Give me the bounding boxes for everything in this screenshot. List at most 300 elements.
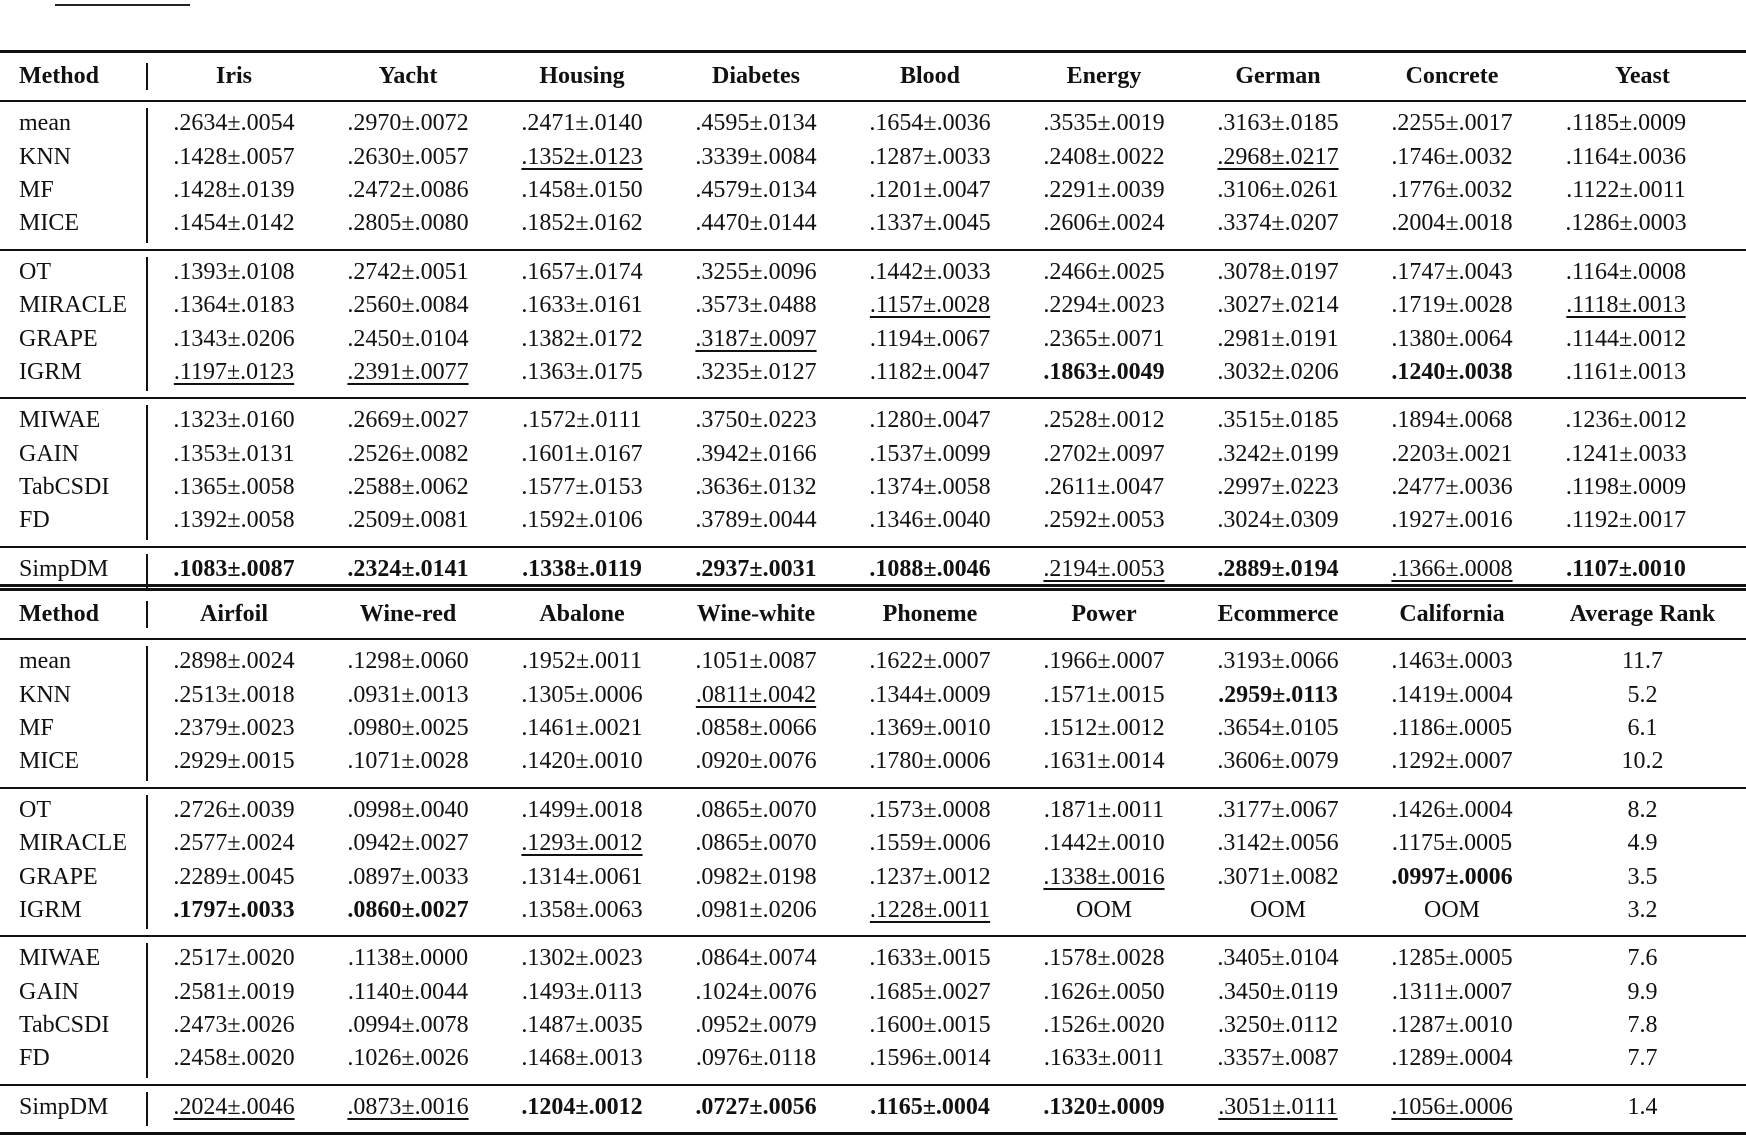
value-cell [843, 864, 1017, 891]
cell-value: .3405±.0104 [1217, 945, 1339, 972]
cell-value: .2450±.0104 [347, 325, 469, 352]
method-name: IGRM [19, 358, 82, 385]
method-name: MICE [19, 748, 79, 775]
cell-value: .4579±.0134 [695, 176, 817, 203]
cell-value: OOM [1249, 896, 1306, 923]
value-cell [147, 556, 321, 583]
method-name: SimpDM [19, 1093, 109, 1120]
value-cell [1017, 407, 1191, 434]
value-cell [1365, 359, 1539, 386]
cell-value: .1346±.0040 [869, 507, 991, 534]
value-cell [1539, 110, 1713, 137]
value-cell [843, 556, 1017, 583]
cell-value: .3242±.0199 [1217, 440, 1339, 467]
value-cell [147, 441, 321, 468]
value-cell [495, 359, 669, 386]
cell-value: .2560±.0084 [347, 292, 469, 319]
cell-value: .1157±.0028 [869, 292, 991, 319]
cell-value: .4470±.0144 [695, 210, 817, 237]
value-cell [669, 441, 843, 468]
value-cell [1017, 648, 1191, 675]
cell-value: .1654±.0036 [869, 110, 991, 137]
column-header: Housing [539, 63, 625, 89]
cell-value: .3051±.0111 [1218, 1093, 1338, 1120]
cell-value: .1458±.0150 [521, 176, 643, 203]
cell-value: .1601±.0167 [521, 440, 643, 467]
value-cell [1017, 474, 1191, 501]
value-cell [495, 830, 669, 857]
cell-value: .1293±.0012 [521, 830, 643, 857]
cell-value: .1182±.0047 [869, 358, 991, 385]
value-cell [1017, 748, 1191, 775]
cell-value: .2408±.0022 [1043, 143, 1165, 170]
table-row [0, 860, 1746, 893]
cell-value: .3193±.0066 [1217, 648, 1339, 675]
value-cell [1539, 1094, 1746, 1121]
value-cell [147, 830, 321, 857]
method-group [0, 251, 1746, 400]
table-row [0, 827, 1746, 860]
value-cell [1365, 945, 1539, 972]
method-name: GRAPE [19, 863, 98, 890]
cell-value: .2669±.0027 [347, 407, 469, 434]
header-row [0, 591, 1746, 640]
cell-value: .1138±.0000 [347, 945, 469, 972]
value-cell [495, 441, 669, 468]
value-cell [1017, 210, 1191, 237]
value-cell [1017, 556, 1191, 583]
cell-value: .3024±.0309 [1217, 507, 1339, 534]
table-row [0, 356, 1746, 389]
cell-value: .1201±.0047 [869, 176, 991, 203]
method-name: MIRACLE [19, 830, 127, 857]
value-cell [1365, 507, 1539, 534]
value-cell [669, 259, 843, 286]
value-cell [1365, 474, 1539, 501]
cell-value: .1302±.0023 [521, 945, 643, 972]
value-cell [1017, 1012, 1191, 1039]
value-cell [1191, 326, 1365, 353]
cell-value: .0982±.0198 [695, 863, 817, 890]
value-cell [147, 1012, 321, 1039]
value-cell [1539, 507, 1713, 534]
value-cell [669, 1094, 843, 1121]
cell-value: .1463±.0003 [1391, 648, 1513, 675]
table-row [0, 645, 1746, 678]
column-divider [146, 943, 148, 1078]
cell-value: .0865±.0070 [695, 830, 817, 857]
column-header: Diabetes [712, 63, 800, 89]
cell-value: .3535±.0019 [1043, 110, 1165, 137]
results-table-bottom [0, 588, 1746, 1135]
cell-value: .1863±.0049 [1043, 358, 1165, 385]
method-name: SimpDM [19, 555, 109, 582]
cell-value: .0994±.0078 [347, 1012, 469, 1039]
cell-value: .1088±.0046 [869, 555, 991, 582]
value-cell [1017, 864, 1191, 891]
cell-value: .0997±.0006 [1391, 863, 1513, 890]
method-name: MF [19, 176, 54, 203]
value-cell [669, 797, 843, 824]
value-cell [1365, 110, 1539, 137]
value-cell [1539, 407, 1713, 434]
value-cell [1017, 797, 1191, 824]
cell-value: .0920±.0076 [695, 748, 817, 775]
column-header: Power [1071, 601, 1137, 627]
cell-value: .1140±.0044 [347, 978, 469, 1005]
cell-value: 8.2 [1627, 796, 1658, 823]
value-cell [1365, 441, 1539, 468]
value-cell [495, 144, 669, 171]
double-rule [0, 584, 1746, 587]
table-row [0, 745, 1746, 778]
value-cell [1017, 897, 1191, 924]
value-cell [1365, 177, 1539, 204]
cell-value: .2581±.0019 [173, 978, 295, 1005]
value-cell [1017, 945, 1191, 972]
cell-value: .2997±.0223 [1217, 474, 1339, 501]
value-cell [843, 210, 1017, 237]
value-cell [321, 830, 495, 857]
cell-value: .1228±.0011 [869, 896, 991, 923]
cell-value: .1631±.0014 [1043, 748, 1165, 775]
value-cell [843, 177, 1017, 204]
method-name: IGRM [19, 896, 82, 923]
cell-value: .1185±.0009 [1565, 110, 1687, 137]
cell-value: .2702±.0097 [1043, 440, 1165, 467]
value-cell [1191, 797, 1365, 824]
cell-value: .2473±.0026 [173, 1012, 295, 1039]
table-row [0, 504, 1746, 537]
value-cell [147, 797, 321, 824]
value-cell [495, 210, 669, 237]
cell-value: .1571±.0015 [1043, 681, 1165, 708]
value-cell [147, 864, 321, 891]
cell-value: .1746±.0032 [1391, 143, 1513, 170]
cell-value: 11.7 [1621, 648, 1664, 675]
cell-value: .1305±.0006 [521, 681, 643, 708]
value-cell [321, 441, 495, 468]
value-cell [1365, 864, 1539, 891]
value-cell [495, 979, 669, 1006]
value-cell [495, 326, 669, 353]
value-cell [147, 144, 321, 171]
value-cell [843, 945, 1017, 972]
cell-value: .1363±.0175 [521, 358, 643, 385]
value-cell [843, 797, 1017, 824]
cell-value: .2024±.0046 [173, 1093, 295, 1120]
value-cell [843, 359, 1017, 386]
cell-value: .3789±.0044 [695, 507, 817, 534]
cell-value: .1894±.0068 [1391, 407, 1513, 434]
cell-value: .2391±.0077 [347, 358, 469, 385]
cell-value: .2513±.0018 [173, 681, 295, 708]
value-cell [1539, 748, 1746, 775]
cell-value: .1292±.0007 [1391, 748, 1513, 775]
value-cell [495, 292, 669, 319]
value-cell [1539, 144, 1713, 171]
value-cell [669, 945, 843, 972]
value-cell [1539, 864, 1746, 891]
value-cell [843, 507, 1017, 534]
value-cell [495, 110, 669, 137]
cell-value: .2194±.0053 [1043, 555, 1165, 582]
cell-value: .1366±.0008 [1391, 555, 1513, 582]
cell-value: .1776±.0032 [1391, 176, 1513, 203]
value-cell [669, 474, 843, 501]
cell-value: .1622±.0007 [869, 648, 991, 675]
value-cell [1191, 715, 1365, 742]
cell-value: .3750±.0223 [695, 407, 817, 434]
value-cell [669, 110, 843, 137]
value-cell [1539, 359, 1713, 386]
value-cell [147, 715, 321, 742]
cell-value: .1358±.0063 [521, 896, 643, 923]
cell-value: .1118±.0013 [1566, 292, 1686, 319]
value-cell [1365, 830, 1539, 857]
value-cell [1191, 507, 1365, 534]
cell-value: .1633±.0015 [869, 945, 991, 972]
column-header: Iris [216, 63, 252, 89]
value-cell [1191, 474, 1365, 501]
cell-value: .1572±.0111 [522, 407, 642, 434]
cell-value: .3142±.0056 [1217, 830, 1339, 857]
cell-value: 7.6 [1627, 945, 1658, 972]
value-cell [1539, 441, 1713, 468]
method-name: GAIN [19, 978, 79, 1005]
method-name: KNN [19, 143, 71, 170]
value-cell [843, 648, 1017, 675]
value-cell [1365, 556, 1539, 583]
value-cell [669, 648, 843, 675]
method-name: MIWAE [19, 407, 101, 434]
cell-value: OOM [1423, 896, 1480, 923]
cell-value: .2634±.0054 [173, 110, 295, 137]
value-cell [1365, 1012, 1539, 1039]
column-divider [146, 405, 148, 540]
cell-value: .1198±.0009 [1565, 474, 1687, 501]
cell-value: .2255±.0017 [1391, 110, 1513, 137]
cell-value: .3339±.0084 [695, 143, 817, 170]
value-cell [147, 292, 321, 319]
cell-value: .1426±.0004 [1391, 796, 1513, 823]
table-row [0, 1042, 1746, 1075]
value-cell [147, 945, 321, 972]
cell-value: .1024±.0076 [695, 978, 817, 1005]
value-cell [147, 897, 321, 924]
column-divider [146, 108, 148, 243]
cell-value: .0980±.0025 [347, 714, 469, 741]
value-cell [1365, 407, 1539, 434]
column-header: Average Rank [1569, 601, 1716, 627]
value-cell [843, 110, 1017, 137]
cell-value: .1419±.0004 [1391, 681, 1513, 708]
value-cell [669, 1012, 843, 1039]
cell-value: .1236±.0012 [1565, 407, 1687, 434]
value-cell [1365, 292, 1539, 319]
value-cell [321, 797, 495, 824]
cell-value: .1392±.0058 [173, 507, 295, 534]
cell-value: .2294±.0023 [1043, 292, 1165, 319]
cell-value: .2970±.0072 [347, 110, 469, 137]
method-group [0, 102, 1746, 251]
value-cell [1539, 259, 1713, 286]
value-cell [321, 177, 495, 204]
value-cell [669, 177, 843, 204]
cell-value: .1747±.0043 [1391, 258, 1513, 285]
table-row [0, 712, 1746, 745]
column-header: Abalone [539, 601, 625, 627]
cell-value: .1164±.0008 [1565, 258, 1687, 285]
cell-value: .3515±.0185 [1217, 407, 1339, 434]
cell-value: .3235±.0127 [695, 358, 817, 385]
value-cell [1191, 648, 1365, 675]
value-cell [1365, 144, 1539, 171]
cell-value: .2509±.0081 [347, 507, 469, 534]
cell-value: .1241±.0033 [1565, 440, 1687, 467]
column-header: Airfoil [200, 601, 268, 627]
value-cell [147, 407, 321, 434]
value-cell [843, 830, 1017, 857]
value-cell [1191, 177, 1365, 204]
cell-value: .1952±.0011 [521, 648, 643, 675]
value-cell [321, 648, 495, 675]
value-cell [843, 748, 1017, 775]
value-cell [1539, 474, 1713, 501]
cell-value: .0981±.0206 [695, 896, 817, 923]
column-header: Concrete [1405, 63, 1499, 89]
cell-value: .3654±.0105 [1217, 714, 1339, 741]
value-cell [1539, 979, 1746, 1006]
cell-value: .3177±.0067 [1217, 796, 1339, 823]
value-cell [1191, 110, 1365, 137]
value-cell [1017, 259, 1191, 286]
value-cell [321, 259, 495, 286]
cell-value: .3027±.0214 [1217, 292, 1339, 319]
value-cell [669, 748, 843, 775]
cell-value: .2606±.0024 [1043, 210, 1165, 237]
cell-value: .1186±.0005 [1391, 714, 1513, 741]
column-header: Phoneme [882, 601, 978, 627]
table-row [0, 471, 1746, 504]
cell-value: .1493±.0113 [521, 978, 643, 1005]
column-header: Yacht [378, 63, 438, 89]
value-cell [147, 110, 321, 137]
cell-value: .1240±.0038 [1391, 358, 1513, 385]
table-row [0, 1091, 1746, 1124]
value-cell [669, 144, 843, 171]
cell-value: .1852±.0162 [521, 210, 643, 237]
cell-value: .0976±.0118 [695, 1045, 817, 1072]
value-cell [1191, 259, 1365, 286]
cell-value: .3450±.0119 [1217, 978, 1339, 1005]
cell-value: .3606±.0079 [1217, 748, 1339, 775]
table-row [0, 207, 1746, 240]
method-name: TabCSDI [19, 1012, 110, 1039]
value-cell [1539, 177, 1713, 204]
cell-value: .0873±.0016 [347, 1093, 469, 1120]
cell-value: .1871±.0011 [1043, 796, 1165, 823]
value-cell [669, 715, 843, 742]
cell-value: .1499±.0018 [521, 796, 643, 823]
cell-value: .3357±.0087 [1217, 1045, 1339, 1072]
value-cell [147, 474, 321, 501]
cell-value: .1164±.0036 [1565, 143, 1687, 170]
cell-value: .0942±.0027 [347, 830, 469, 857]
method-name: TabCSDI [19, 474, 110, 501]
value-cell [1191, 292, 1365, 319]
cell-value: .2968±.0217 [1217, 143, 1339, 170]
column-header: Method [19, 601, 99, 627]
value-cell [1365, 979, 1539, 1006]
value-cell [495, 797, 669, 824]
cell-value: .1442±.0033 [869, 258, 991, 285]
cell-value: .2365±.0071 [1043, 325, 1165, 352]
cell-value: .1192±.0017 [1565, 507, 1687, 534]
cell-value: .1352±.0123 [521, 143, 643, 170]
value-cell [1365, 1045, 1539, 1072]
value-cell [1539, 210, 1713, 237]
cell-value: .1051±.0087 [695, 648, 817, 675]
value-cell [1365, 748, 1539, 775]
cell-value: .1369±.0010 [869, 714, 991, 741]
method-name: KNN [19, 681, 71, 708]
cell-value: .1107±.0010 [1566, 555, 1686, 582]
table-row [0, 1009, 1746, 1042]
value-cell [1191, 748, 1365, 775]
value-cell [1365, 210, 1539, 237]
value-cell [495, 748, 669, 775]
value-cell [1017, 979, 1191, 1006]
value-cell [1191, 407, 1365, 434]
method-group [0, 1086, 1746, 1132]
method-name: MF [19, 714, 54, 741]
value-cell [843, 1012, 1017, 1039]
value-cell [669, 682, 843, 709]
method-name: GRAPE [19, 325, 98, 352]
cell-value: .1344±.0009 [869, 681, 991, 708]
column-header: Method [19, 63, 99, 89]
method-name: GAIN [19, 440, 79, 467]
value-cell [1191, 897, 1365, 924]
cell-value: .2526±.0082 [347, 440, 469, 467]
value-cell [495, 682, 669, 709]
column-divider [146, 63, 148, 90]
column-header: California [1399, 601, 1505, 627]
cell-value: .3942±.0166 [695, 440, 817, 467]
value-cell [321, 292, 495, 319]
method-name: mean [19, 648, 71, 675]
cell-value: .1287±.0033 [869, 143, 991, 170]
value-cell [1017, 441, 1191, 468]
value-cell [669, 359, 843, 386]
cell-value: .1122±.0011 [1566, 176, 1686, 203]
value-cell [495, 1012, 669, 1039]
cell-value: .0727±.0056 [695, 1093, 817, 1120]
cell-value: .1596±.0014 [869, 1045, 991, 1072]
cell-value: .2472±.0086 [347, 176, 469, 203]
value-cell [669, 407, 843, 434]
column-divider [146, 1092, 148, 1126]
cell-value: .2611±.0047 [1043, 474, 1165, 501]
table-row [0, 174, 1746, 207]
column-header: Blood [899, 63, 961, 89]
table-row [0, 976, 1746, 1009]
cell-value: .3636±.0132 [695, 474, 817, 501]
cell-value: .2588±.0062 [347, 474, 469, 501]
cell-value: .0858±.0066 [695, 714, 817, 741]
cell-value: .1298±.0060 [347, 648, 469, 675]
